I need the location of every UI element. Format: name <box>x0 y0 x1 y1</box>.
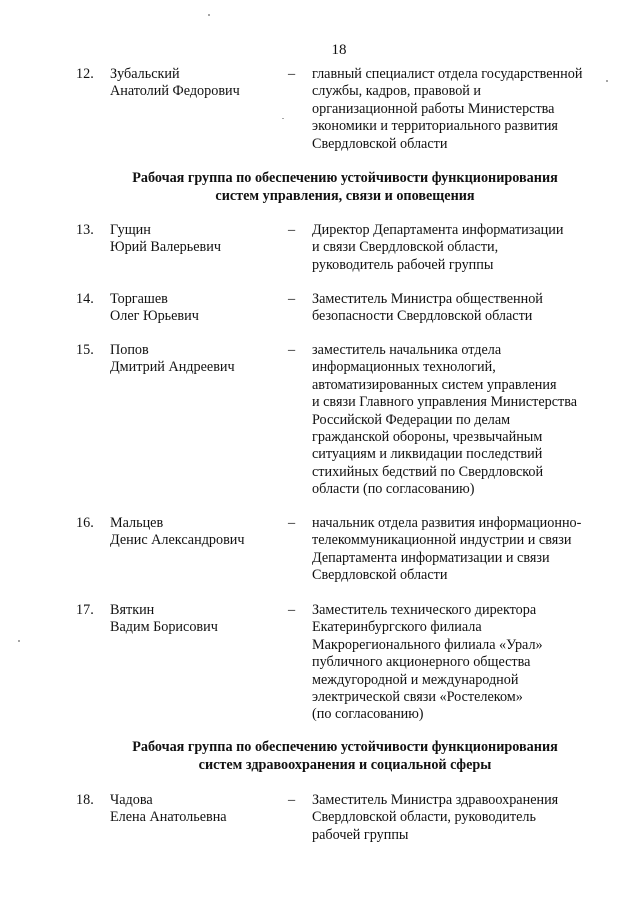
description-line: главный специалист отдела государственной <box>312 66 583 82</box>
person-name <box>110 291 280 326</box>
description-line: рабочей группы <box>312 826 409 843</box>
description-line: Директор Департамента информатизации <box>312 222 564 238</box>
dash: – <box>288 342 296 358</box>
description-line: информационных технологий, <box>312 359 496 376</box>
description-line: безопасности Свердловской области <box>312 308 533 325</box>
section-heading <box>100 170 590 205</box>
person-name <box>110 222 280 257</box>
person-name <box>110 792 280 827</box>
scan-speck <box>606 80 608 82</box>
position-description <box>312 222 612 274</box>
dash: – <box>288 66 296 82</box>
description-line: руководитель рабочей группы <box>312 256 494 273</box>
description-line: публичного акционерного общества <box>312 654 531 671</box>
description-line: Свердловской области, руководитель <box>312 809 536 826</box>
description-line: начальник отдела развития информационно- <box>312 515 582 531</box>
given-names: Дмитрий Андреевич <box>110 359 235 376</box>
description-line: Свердловской области <box>312 135 448 152</box>
description-line: электрической связи «Ростелеком» <box>312 689 523 706</box>
description-line: области (по согласованию) <box>312 481 475 498</box>
given-names: Юрий Валерьевич <box>110 239 221 256</box>
entry-number: 18. <box>76 792 94 808</box>
description-line: (по согласованию) <box>312 706 424 723</box>
surname: Гущин <box>110 222 151 238</box>
position-description <box>312 342 612 499</box>
description-line: Заместитель Министра здравоохранения <box>312 792 559 808</box>
description-line: гражданской обороны, чрезвычайным <box>312 429 543 446</box>
position-description <box>312 792 612 844</box>
person-name <box>110 66 280 101</box>
description-line: стихийных бедствий по Свердловской <box>312 463 544 480</box>
description-line: Заместитель технического директора <box>312 602 537 618</box>
surname: Торгашев <box>110 291 168 307</box>
page-number: 18 <box>331 42 347 58</box>
position-description <box>312 66 612 153</box>
description-line: службы, кадров, правовой и <box>312 83 482 100</box>
position-description <box>312 291 612 326</box>
person-name <box>110 602 280 637</box>
section-heading <box>100 739 590 774</box>
entry-number: 17. <box>76 602 94 618</box>
heading-line: Рабочая группа по обеспечению устойчивости функционирования <box>132 170 558 186</box>
dash: – <box>288 792 296 808</box>
heading-line: систем здравоохранения и социальной сферы <box>198 756 492 773</box>
scan-speck <box>208 14 210 16</box>
entry-number: 13. <box>76 222 94 238</box>
description-line: автоматизированных систем управления <box>312 376 557 393</box>
person-name <box>110 342 280 377</box>
surname: Мальцев <box>110 515 164 531</box>
heading-line: систем управления, связи и оповещения <box>215 187 475 204</box>
scan-speck <box>18 640 20 642</box>
given-names: Вадим Борисович <box>110 619 218 636</box>
heading-line: Рабочая группа по обеспечению устойчивости функционирования <box>132 739 558 755</box>
description-line: Заместитель Министра общественной <box>312 291 543 307</box>
dash: – <box>288 291 296 307</box>
given-names: Денис Александрович <box>110 532 245 549</box>
given-names: Анатолий Федорович <box>110 83 240 100</box>
description-line: Макрорегионального филиала «Урал» <box>312 636 543 653</box>
surname: Чадова <box>110 792 153 808</box>
dash: – <box>288 602 296 618</box>
entry-number: 16. <box>76 515 94 531</box>
description-line: Российской Федерации по делам <box>312 411 511 428</box>
description-line: телекоммуникационной индустрии и связи <box>312 532 572 549</box>
scan-speck <box>282 118 284 119</box>
description-line: Департамента информатизации и связи <box>312 549 550 566</box>
dash: – <box>288 222 296 238</box>
description-line: экономики и территориального развития <box>312 118 558 135</box>
dash: – <box>288 515 296 531</box>
surname: Попов <box>110 342 149 358</box>
person-name <box>110 515 280 550</box>
description-line: ситуациям и ликвидации последствий <box>312 446 543 463</box>
given-names: Елена Анатольевна <box>110 809 227 826</box>
description-line: Свердловской области <box>312 567 448 584</box>
description-line: заместитель начальника отдела <box>312 342 502 358</box>
position-description <box>312 602 612 724</box>
description-line: и связи Главного управления Министерства <box>312 394 578 411</box>
entry-number: 15. <box>76 342 94 358</box>
entry-number: 12. <box>76 66 94 82</box>
description-line: междугородной и международной <box>312 671 519 688</box>
given-names: Олег Юрьевич <box>110 308 199 325</box>
entry-number: 14. <box>76 291 94 307</box>
surname: Вяткин <box>110 602 155 618</box>
position-description <box>312 515 612 585</box>
surname: Зубальский <box>110 66 180 82</box>
description-line: организационной работы Министерства <box>312 100 555 117</box>
description-line: и связи Свердловской области, <box>312 239 499 256</box>
description-line: Екатеринбургского филиала <box>312 619 482 636</box>
